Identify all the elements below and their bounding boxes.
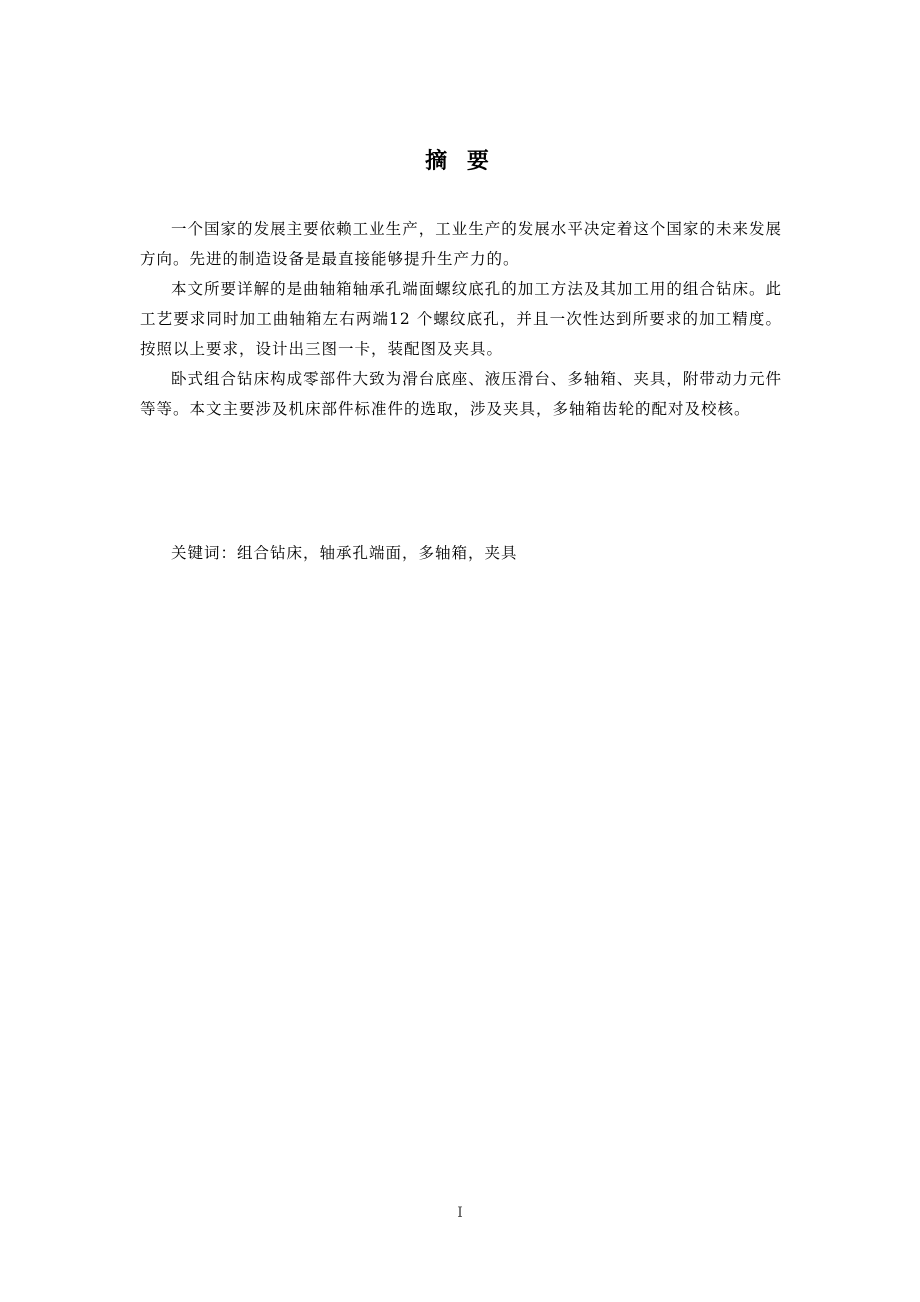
abstract-paragraph-3: 卧式组合钻床构成零部件大致为滑台底座、液压滑台、多轴箱、夹具，附带动力元件等等。本文主要涉及机床部件标准件的选取，涉及夹具，多轴箱齿轮的配对及校核。 (140, 370, 782, 418)
abstract-paragraph-1: 一个国家的发展主要依赖工业生产，工业生产的发展水平决定着这个国家的未来发展方向。先进的制造设备是最直接能够提升生产力的。 (140, 220, 782, 268)
abstract-paragraph-2: 本文所要详解的是曲轴箱轴承孔端面螺纹底孔的加工方法及其加工用的组合钻床。此工艺要求同时加工曲轴箱左右两端12 个螺纹底孔，并且一次性达到所要求的加工精度。按照以上要求，设计出三图一卡，装配图及夹具。 (140, 280, 782, 358)
keywords-line: 关键词：组合钻床，轴承孔端面，多轴箱，夹具 (171, 544, 518, 562)
page-number: I (457, 1205, 463, 1221)
abstract-body (140, 214, 782, 424)
abstract-title: 摘 要 (425, 149, 495, 174)
